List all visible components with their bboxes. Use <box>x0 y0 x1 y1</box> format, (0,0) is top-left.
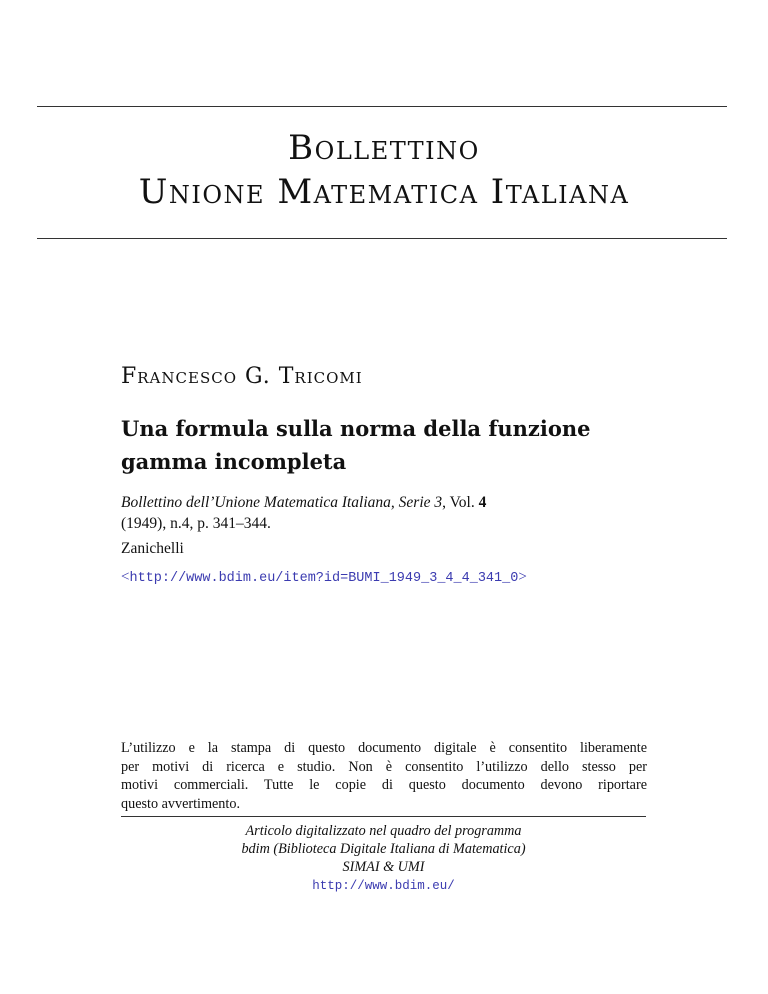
digitization-footer <box>121 822 646 895</box>
citation-vol-label: , Vol. <box>442 494 479 511</box>
article-url-link[interactable]: http://www.bdim.eu/item?id=BUMI_1949_3_4_4_341_0 <box>129 571 519 586</box>
citation-journal: Bollettino dell’Unione Matematica Italiana, Serie 3 <box>121 494 443 511</box>
footer-line-1: Articolo digitalizzato nel quadro del programma <box>245 823 522 839</box>
citation-volume: 4 <box>478 494 487 511</box>
usage-notice <box>121 739 647 813</box>
article-url-line <box>121 569 527 586</box>
article-title <box>121 412 681 478</box>
notice-line-3: motivi commerciali. Tutte le copie di questo documento devono riportare <box>121 777 647 793</box>
publisher: Zanichelli <box>121 540 184 557</box>
journal-name-line-1: Bollettino <box>288 128 480 168</box>
footer-rule <box>121 816 646 817</box>
article-title-line-1: Una formula sulla norma della funzione <box>121 416 591 441</box>
footer-url-link[interactable]: http://www.bdim.eu/ <box>312 879 455 893</box>
notice-line-4: questo avvertimento. <box>121 795 240 812</box>
footer-url-line <box>121 876 646 895</box>
url-open-bracket: < <box>121 569 130 585</box>
journal-name-line-2: Unione Matematica Italiana <box>138 172 630 212</box>
url-close-bracket: > <box>518 569 527 585</box>
notice-line-1: L’utilizzo e la stampa di questo documento digitale è consentito liberamente <box>121 740 647 756</box>
author-name: Francesco G. Tricomi <box>121 364 363 389</box>
article-title-line-2: gamma incompleta <box>121 449 347 474</box>
citation-line-2: (1949), n.4, p. 341–344. <box>121 515 271 532</box>
citation-line-1 <box>121 492 661 513</box>
top-rule <box>37 106 727 107</box>
notice-line-2: per motivi di ricerca e studio. Non è consentito l’utilizzo dello stesso per <box>121 758 647 775</box>
footer-line-2: bdim (Biblioteca Digitale Italiana di Matematica) <box>241 841 526 857</box>
citation <box>121 492 661 534</box>
footer-line-3: SIMAI & UMI <box>342 859 425 875</box>
header-bottom-rule <box>37 238 727 239</box>
